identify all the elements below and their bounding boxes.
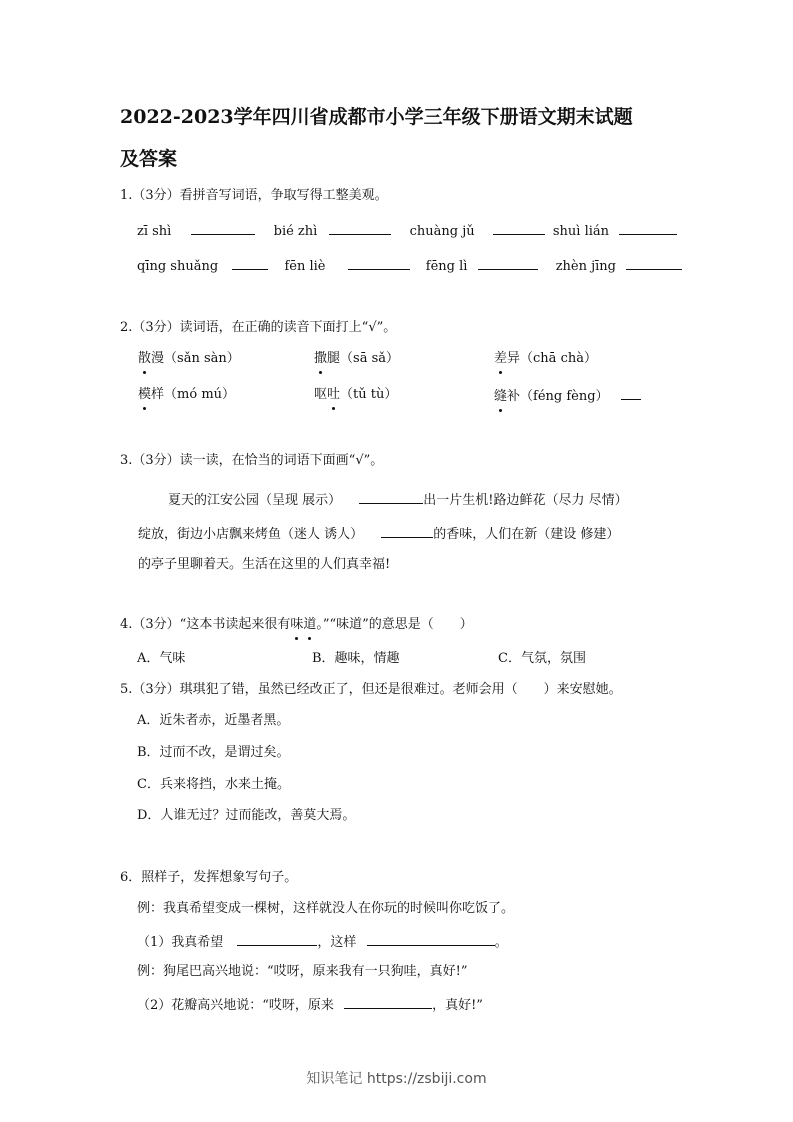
q2-pinyin-options: （sǎn sàn） xyxy=(164,351,240,366)
q2-item-char: 呕 xyxy=(314,387,328,402)
q6-example-1: 例：我真希望变成一棵树，这样就没人在你玩的时候叫你吃饭了。 xyxy=(137,901,515,916)
answer-blank[interactable] xyxy=(237,931,317,946)
q6-text: （2）花瓣高兴地说：“哎呀，原来 xyxy=(137,998,334,1013)
q2-item-3 xyxy=(494,349,597,369)
q3-passage-line1 xyxy=(168,489,628,511)
q2-item-2 xyxy=(314,349,399,369)
marked-character: 散 xyxy=(138,349,151,369)
marked-character: 撒 xyxy=(314,349,327,369)
q2-item-char: 样 xyxy=(151,387,165,402)
q3-text: 的香味，人们在新（建设 修建） xyxy=(433,527,620,542)
answer-blank[interactable] xyxy=(344,994,432,1009)
q3-text: 出一片生机!路边鲜花（尽力 尽情） xyxy=(423,493,628,508)
q4-option-b: B．趣味，情趣 xyxy=(312,651,400,666)
marked-character: 模 xyxy=(138,385,151,405)
q5-stem: 5.（3分）琪琪犯了错，虽然已经改正了，但还是很难过。老师会用（ ）来安慰她。 xyxy=(120,682,622,697)
q1-pinyin-1: zī shì xyxy=(137,224,172,239)
answer-blank[interactable] xyxy=(329,220,391,235)
q2-item-4 xyxy=(138,385,235,405)
footer-watermark: 知识笔记 https://zsbiji.com xyxy=(306,1071,487,1087)
q2-item-6 xyxy=(494,385,641,407)
marked-character: 道 xyxy=(303,615,316,635)
q1-pinyin-4: shuì lián xyxy=(552,224,610,239)
q5-option-d: D．人谁无过？过而能改，善莫大焉。 xyxy=(137,808,356,823)
q2-pinyin-options: （sā sǎ） xyxy=(340,351,400,366)
marked-character: 味 xyxy=(290,615,303,635)
q4-option-a: A．气味 xyxy=(137,651,186,666)
q2-item-char: 漫 xyxy=(151,351,165,366)
answer-blank[interactable] xyxy=(191,220,255,235)
marked-character: 吐 xyxy=(327,385,340,405)
q2-pinyin-options: （féng fèng） xyxy=(520,389,609,404)
document-title-line2: 及答案 xyxy=(120,148,178,170)
answer-blank[interactable] xyxy=(348,255,410,270)
q2-item-char: 异 xyxy=(507,351,521,366)
q5-option-c: C．兵来将挡，水来土掩。 xyxy=(137,777,290,792)
q2-item-char: 腿 xyxy=(327,351,341,366)
q5-option-b: B．过而不改，是谓过矣。 xyxy=(137,745,290,760)
q3-text: 绽放，街边小店飘来烤鱼（迷人 诱人） xyxy=(138,527,364,542)
q1-pinyin-8: zhèn jīng xyxy=(555,259,617,274)
answer-blank[interactable] xyxy=(626,255,682,270)
answer-blank[interactable] xyxy=(359,489,423,504)
q3-text: 夏天的江安公园（呈现 展示） xyxy=(168,493,342,508)
q2-stem: 2.（3分）读词语，在正确的读音下面打上“√”。 xyxy=(120,320,397,335)
marked-character: 缝 xyxy=(494,387,507,407)
q1-row1 xyxy=(137,220,677,242)
q5-option-a: A．近朱者赤，近墨者黑。 xyxy=(137,713,290,728)
answer-blank[interactable] xyxy=(478,255,538,270)
answer-blank[interactable] xyxy=(493,220,545,235)
q6-text: ，真好!” xyxy=(432,998,483,1013)
answer-blank[interactable] xyxy=(619,220,677,235)
q1-pinyin-6: fēn liè xyxy=(284,259,326,274)
q3-stem: 3.（3分）读一读，在恰当的词语下面画“√”。 xyxy=(120,453,384,468)
answer-blank[interactable] xyxy=(232,255,268,270)
q2-pinyin-options: （mó mú） xyxy=(164,387,236,402)
answer-blank[interactable] xyxy=(381,523,433,538)
q3-passage-line3: 的亭子里聊着天。生活在这里的人们真幸福! xyxy=(138,557,391,572)
answer-blank[interactable] xyxy=(367,931,495,946)
q4-option-c: C．气氛，氛围 xyxy=(498,651,586,666)
q6-example-2: 例：狗尾巴高兴地说：“哎呀，原来我有一只狗哇，真好!” xyxy=(137,964,468,979)
q4-stem xyxy=(120,615,473,635)
q2-item-char: 补 xyxy=(507,389,521,404)
q1-stem: 1.（3分）看拼音写词语，争取写得工整美观。 xyxy=(120,188,388,203)
answer-blank[interactable] xyxy=(621,385,641,400)
q2-item-5 xyxy=(314,385,397,405)
q4-text: 4.（3分）“这本书读起来很有 xyxy=(120,617,291,632)
q6-text: ，这样 xyxy=(317,935,357,950)
q6-text: （1）我真希望 xyxy=(137,935,224,950)
marked-character: 差 xyxy=(494,349,507,369)
q1-pinyin-5: qīng shuǎng xyxy=(137,259,219,274)
q1-pinyin-7: fēng lì xyxy=(425,259,468,274)
q1-row2 xyxy=(137,255,682,277)
q4-text: 。”“味道”的意思是（ ） xyxy=(316,617,473,632)
q2-pinyin-options: （chā chà） xyxy=(520,351,597,366)
q1-pinyin-3: chuàng jǔ xyxy=(409,224,475,239)
q3-passage-line2 xyxy=(138,523,619,545)
q6-stem: 6．照样子，发挥想象写句子。 xyxy=(120,870,298,885)
q2-pinyin-options: （tǔ tù） xyxy=(340,387,398,402)
q1-pinyin-2: bié zhì xyxy=(273,224,318,239)
q2-item-1 xyxy=(138,349,240,369)
q6-sentence-2 xyxy=(137,994,483,1016)
q6-sentence-1 xyxy=(137,931,508,953)
q6-text: 。 xyxy=(494,935,508,950)
document-title-line1: 2022-2023学年四川省成都市小学三年级下册语文期末试题 xyxy=(120,106,633,128)
